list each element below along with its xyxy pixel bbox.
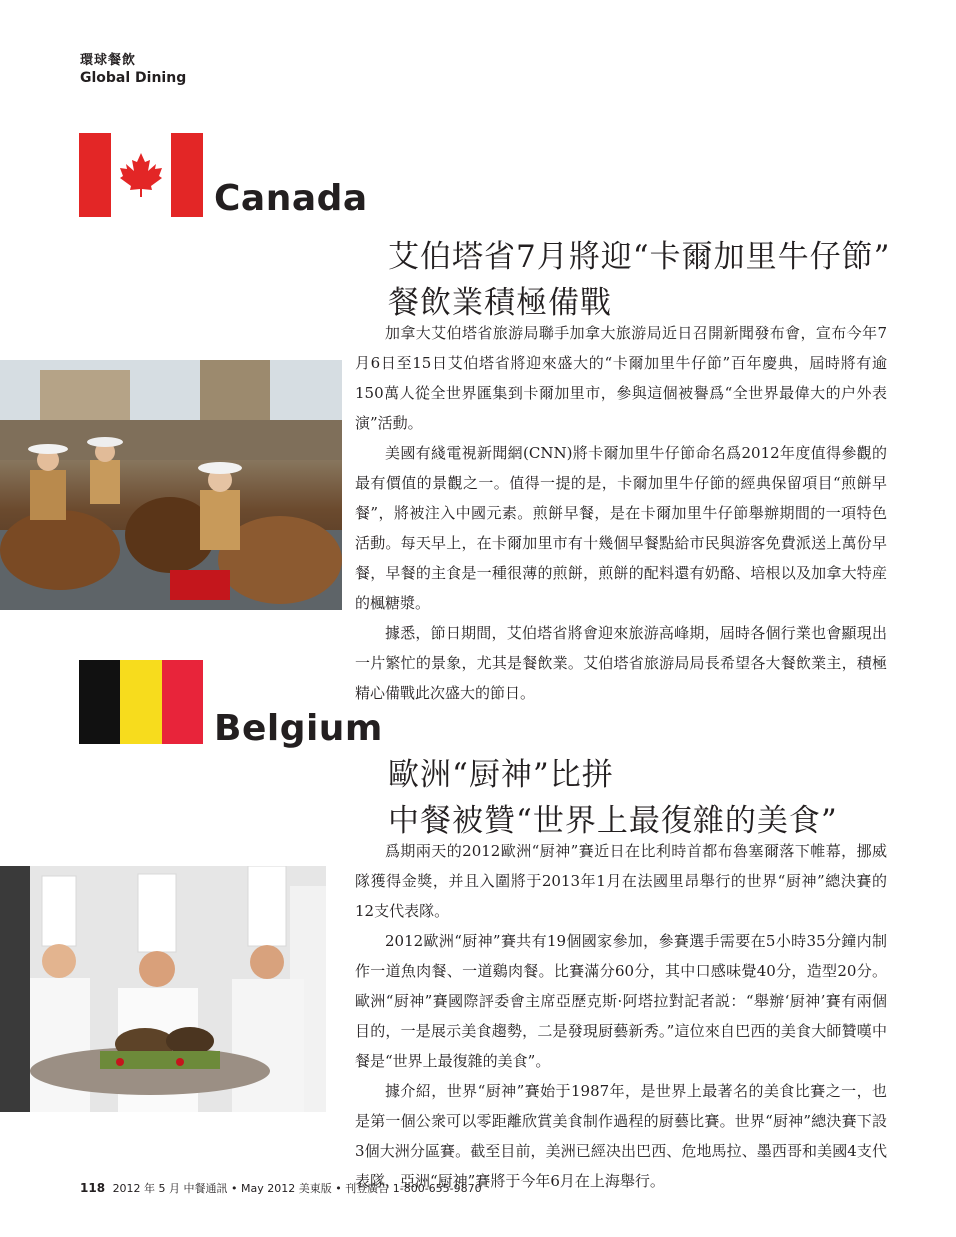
headline-line-2: 餐飲業積極備戰 xyxy=(388,285,612,321)
flag-band-left xyxy=(79,133,111,217)
flag-band-right xyxy=(171,133,203,217)
chefs-photo xyxy=(0,866,326,1112)
page-number: 118 xyxy=(80,1181,106,1195)
section-title-en: Global Dining xyxy=(80,70,187,86)
maple-leaf-icon xyxy=(116,150,166,200)
headline-line-1: 歐洲“厨神”比拼 xyxy=(388,757,614,793)
stampede-parade-photo xyxy=(0,360,342,610)
chefs-illustration xyxy=(0,866,326,1112)
article-paragraph: 加拿大艾伯塔省旅游局聯手加拿大旅游局近日召開新聞發布會，宣布今年7月6日至15日艾伯塔省將迎來盛大的“卡爾加里牛仔節”百年慶典，屆時將有逾150萬人從全世界匯集到卡爾加里市，參與這個被譽爲“全世界最偉大的户外表演”活動。 xyxy=(355,324,887,432)
article-paragraph: 據悉，節日期間，艾伯塔省將會迎來旅游高峰期，屆時各個行業也會顯現出一片繁忙的景象，尤其是餐飲業。艾伯塔省旅游局局長希望各大餐飲業主，積極精心備戰此次盛大的節日。 xyxy=(355,624,887,702)
article-paragraph: 據介紹，世界“厨神”賽始于1987年，是世界上最著名的美食比賽之一，也是第一個公衆可以零距離欣賞美食制作過程的厨藝比賽。世界“厨神”總決賽下設3個大洲分區賽。截至目前，美洲已經决出巴西、危地馬拉、墨西哥和美國4支代表隊，亞洲“厨神”賽將于今年6月在上海舉行。 xyxy=(355,1082,887,1190)
flag-band-yellow xyxy=(120,660,161,744)
canada-flag-icon xyxy=(79,133,203,217)
article-belgium xyxy=(355,836,887,1196)
article-paragraph: 2012歐洲“厨神”賽共有19個國家參加，參賽選手需要在5小時35分鐘内制作一道魚肉餐、一道鷄肉餐。比賽滿分60分，其中口感味覺40分，造型20分。歐洲“厨神”賽國際評委會主席亞歷克斯·阿塔拉對記者説：“舉辦‘厨神’賽有兩個目的，一是展示美食趨勢，二是發現厨藝新秀。”這位來自巴西的美食大師贊嘆中餐是“世界上最復雜的美食”。 xyxy=(355,932,887,1070)
section-title-zh: 環球餐飲 xyxy=(80,53,137,68)
article-paragraph: 美國有綫電視新聞網(CNN)將卡爾加里牛仔節命名爲2012年度值得參觀的最有價值的景觀之一。值得一提的是，卡爾加里牛仔節的經典保留項目“煎餅早餐”，將被注入中國元素。煎餅早餐，是在卡爾加里牛仔節舉辦期間的一項特色活動。每天早上，在卡爾加里市有十幾個早餐點給市民與游客免費派送上萬份早餐，早餐的主食是一種很薄的煎餅，煎餅的配料還有奶酪、培根以及加拿大特産的楓糖漿。 xyxy=(355,444,887,612)
flag-band-center xyxy=(111,133,171,217)
country-name-canada: Canada xyxy=(214,178,368,219)
article-canada xyxy=(355,318,887,708)
page-footer xyxy=(80,1180,482,1196)
flag-band-red xyxy=(162,660,203,744)
headline-line-1: 艾伯塔省7月將迎“卡爾加里牛仔節” xyxy=(388,239,891,275)
country-name-belgium: Belgium xyxy=(214,708,383,749)
parade-illustration xyxy=(0,360,342,610)
headline-belgium xyxy=(388,752,838,844)
headline-canada xyxy=(388,234,890,326)
belgium-flag-icon xyxy=(79,660,203,744)
article-paragraph: 爲期兩天的2012歐洲“厨神”賽近日在比利時首都布魯塞爾落下帷幕，挪威隊獲得金獎，并且入圍將于2013年1月在法國里昂舉行的世界“厨神”總決賽的12支代表隊。 xyxy=(355,842,887,920)
headline-line-2: 中餐被贊“世界上最復雜的美食” xyxy=(388,803,838,839)
footer-text: 2012 年 5 月 中餐通訊 • May 2012 美東版 • 刊登廣告 1-800-655-9870 xyxy=(112,1182,482,1195)
section-label xyxy=(80,52,186,87)
flag-band-black xyxy=(79,660,120,744)
